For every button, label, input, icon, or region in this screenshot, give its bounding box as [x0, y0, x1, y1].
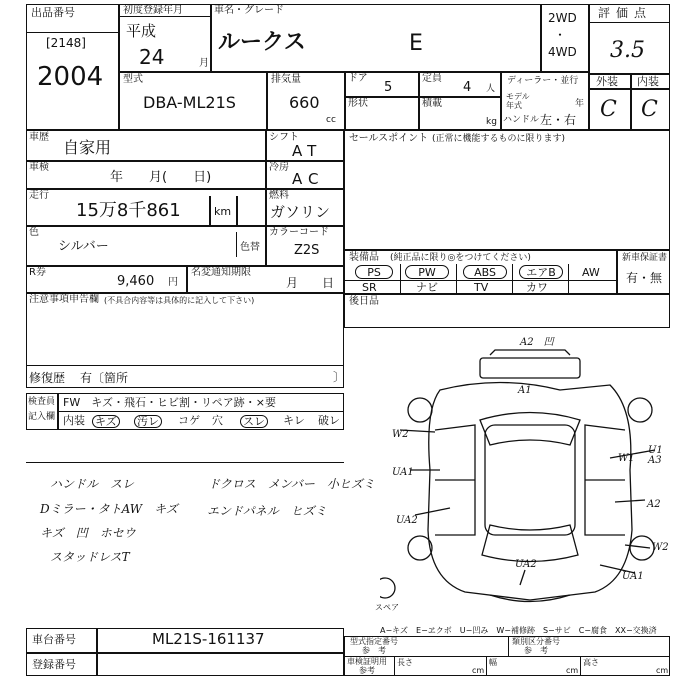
notes-sub: (不具合内容等は具体的に記入して下さい) [104, 296, 255, 305]
interior-label: 内装 [637, 75, 659, 88]
reg-number-label: 登録番号 [32, 658, 76, 671]
mark-a1: A1 [518, 385, 532, 396]
note-right-2: エンドパネル ヒズミ [207, 504, 327, 518]
model-code: DBA-ML21S [143, 93, 236, 112]
mileage-label: 走行 [29, 190, 49, 201]
fuel: ガソリン [270, 203, 331, 221]
drive-4wd: 4WD [548, 45, 577, 59]
interior-hole: 穴 [212, 414, 223, 427]
damage-legend: A−キズ E−ヱクボ U−凹み W−補修跡 S−サビ C−腐食 XX−交換済 [380, 626, 657, 635]
lot-code: [2148] [46, 36, 86, 50]
yen-unit: 円 [168, 277, 178, 288]
expiry-label: 名変通知期限 [191, 267, 251, 278]
mark-a2-top: A2 凹 [520, 337, 554, 348]
exterior-label: 外装 [596, 75, 618, 88]
model-label: 型式 [123, 74, 143, 85]
inspector-row-2-prefix: 内装 [63, 414, 85, 427]
equipment-label: 装備品 [349, 252, 379, 263]
mark-ua1-rear: UA1 [622, 571, 644, 582]
mark-w1: W1 [618, 453, 635, 464]
warranty-label: 新車保証書 [622, 253, 668, 263]
chassis-label: 車台番号 [32, 633, 76, 646]
repair-value: 有〔箇所 [80, 371, 129, 385]
shift-label: シフト [269, 132, 299, 143]
equip-airbag: エアB [519, 265, 563, 279]
chassis-number: ML21S-161137 [152, 630, 265, 648]
category-label: 類別区分番号 [512, 637, 560, 646]
interior-wear: スレ [240, 415, 268, 428]
score-label: 評価点 [598, 6, 653, 20]
drive-separator: ・ [554, 28, 567, 42]
dealer-label: ディーラー・並行 [507, 76, 579, 86]
mark-ua2-left: UA2 [396, 515, 418, 526]
interior-scratch: キズ [92, 415, 120, 428]
recycle-label: R券 [29, 267, 46, 278]
aftermarket-frame [344, 294, 670, 328]
km-unit: km [214, 205, 232, 218]
handle-value: 左・右 [540, 113, 577, 127]
first-registration-label: 初度登録年月 [123, 5, 183, 16]
inspection-label: 車検 [29, 162, 49, 173]
height-unit: cm [656, 666, 669, 675]
mileage: 15万8千861 [76, 200, 181, 221]
equip-ps: PS [355, 265, 393, 279]
equip-navi: ナビ [416, 281, 438, 294]
expiry-value: 月 日 [286, 276, 335, 290]
mark-w2-left: W2 [392, 429, 409, 440]
category-sub: 参 考 [524, 646, 548, 655]
recycle-fee: 9,460 [117, 274, 155, 289]
kg-unit: kg [486, 117, 497, 127]
note-right-1: ドクロス メンバー 小ヒズミ [208, 477, 375, 491]
equip-sr: SR [362, 281, 377, 294]
color: シルバー [58, 239, 109, 254]
usage-label: 車歴 [29, 132, 49, 143]
color-code-label: カラーコード [269, 227, 329, 238]
note-left-4: スタッドレスT [50, 550, 130, 564]
cert-label: 車検証明用 [347, 657, 387, 666]
equip-pw: PW [405, 265, 449, 279]
color-code: Z2S [294, 243, 320, 258]
usage: 自家用 [63, 138, 112, 157]
length-unit: cm [472, 666, 485, 675]
aftermarket-label: 後日品 [349, 296, 379, 307]
note-left-2: Dミラー・タトAW キズ [40, 502, 178, 516]
sales-frame [344, 130, 670, 250]
repair-label: 修復歴 [29, 371, 66, 385]
shape-label: 形状 [348, 98, 368, 109]
door-count: 5 [384, 80, 393, 95]
warranty-value: 有・無 [626, 271, 663, 285]
interior-cut: キレ [283, 414, 305, 427]
shift: AT [292, 142, 323, 160]
designated-label: 型式指定番号 [350, 637, 398, 646]
era: 平成 [126, 22, 157, 40]
interior-tear: 破レ [318, 414, 340, 427]
interior-burn: コゲ [178, 414, 200, 427]
exterior-grade: C [600, 97, 617, 122]
car-name: ルークス [218, 30, 306, 55]
sales-points-label: セールスポイント [349, 133, 429, 144]
sales-points-sub: (正常に機能するものに限ります) [432, 134, 566, 144]
drive-2wd: 2WD [548, 11, 577, 25]
inspector-row-1: FW キズ・飛石・ヒビ割・リペア跡・×要 [63, 396, 276, 409]
mark-u1-a3: U1 A3 [648, 445, 663, 466]
grade: E [409, 31, 423, 56]
inspection-date: 年 月( 日) [110, 170, 212, 185]
displacement: 660 [289, 93, 320, 112]
capacity-label: 定員 [422, 73, 442, 84]
equip-abs: ABS [463, 265, 507, 279]
inspector-label-2: 記入欄 [28, 412, 56, 422]
fuel-label: 燃料 [269, 190, 289, 201]
note-left-1: ハンドル スレ [50, 477, 135, 491]
cc-unit: cc [326, 115, 336, 125]
mark-ua2-rear: UA2 [515, 559, 537, 570]
repair-close: 〕 [333, 370, 346, 384]
notes-label: 注意事項申告欄 [29, 294, 99, 305]
inspector-label: 検査員 [28, 397, 56, 407]
car-name-label: 車名・グレード [214, 5, 284, 16]
lot-number: 2004 [37, 62, 104, 92]
interior-stain: 汚レ [134, 415, 162, 428]
year-unit: 年 [575, 99, 585, 109]
mark-ua1-left: UA1 [392, 467, 414, 478]
mark-w2-right: W2 [652, 542, 669, 553]
model-year-label: モデル年式 [506, 92, 530, 110]
equipment-sub: (純正品に限り◎をつけてください) [390, 253, 531, 263]
handle-label: ハンドル [503, 115, 540, 125]
equip-tv: TV [474, 281, 489, 294]
equip-aw: AW [582, 266, 600, 279]
person-unit: 人 [486, 84, 496, 94]
lot-label: 出品番号 [31, 6, 75, 19]
overall-score: 3.5 [610, 38, 645, 63]
capacity: 4 [463, 80, 472, 95]
door-label: ドア [348, 73, 368, 84]
length-label: 長さ [397, 658, 413, 667]
spec-frame [26, 130, 344, 388]
color-label: 色 [29, 227, 39, 238]
height-label: 高さ [583, 658, 599, 667]
month-unit: 月 [199, 58, 209, 69]
mark-a2-right: A2 [647, 499, 661, 510]
cert-sub: 参考 [359, 666, 375, 675]
displacement-label: 排気量 [271, 74, 301, 85]
spare-label: スペア [375, 603, 399, 612]
registration-year: 24 [139, 45, 165, 69]
width-label: 幅 [489, 658, 497, 667]
ac: AC [292, 170, 325, 188]
load-label: 積載 [422, 98, 442, 109]
interior-grade: C [641, 97, 658, 122]
note-left-3: キズ 凹 ホセウ [40, 526, 136, 540]
designated-sub: 参 考 [362, 646, 386, 655]
width-unit: cm [566, 666, 579, 675]
ac-label: 冷房 [269, 162, 289, 173]
equip-leather: カワ [526, 281, 548, 294]
color-change-label: 色替 [240, 242, 260, 253]
